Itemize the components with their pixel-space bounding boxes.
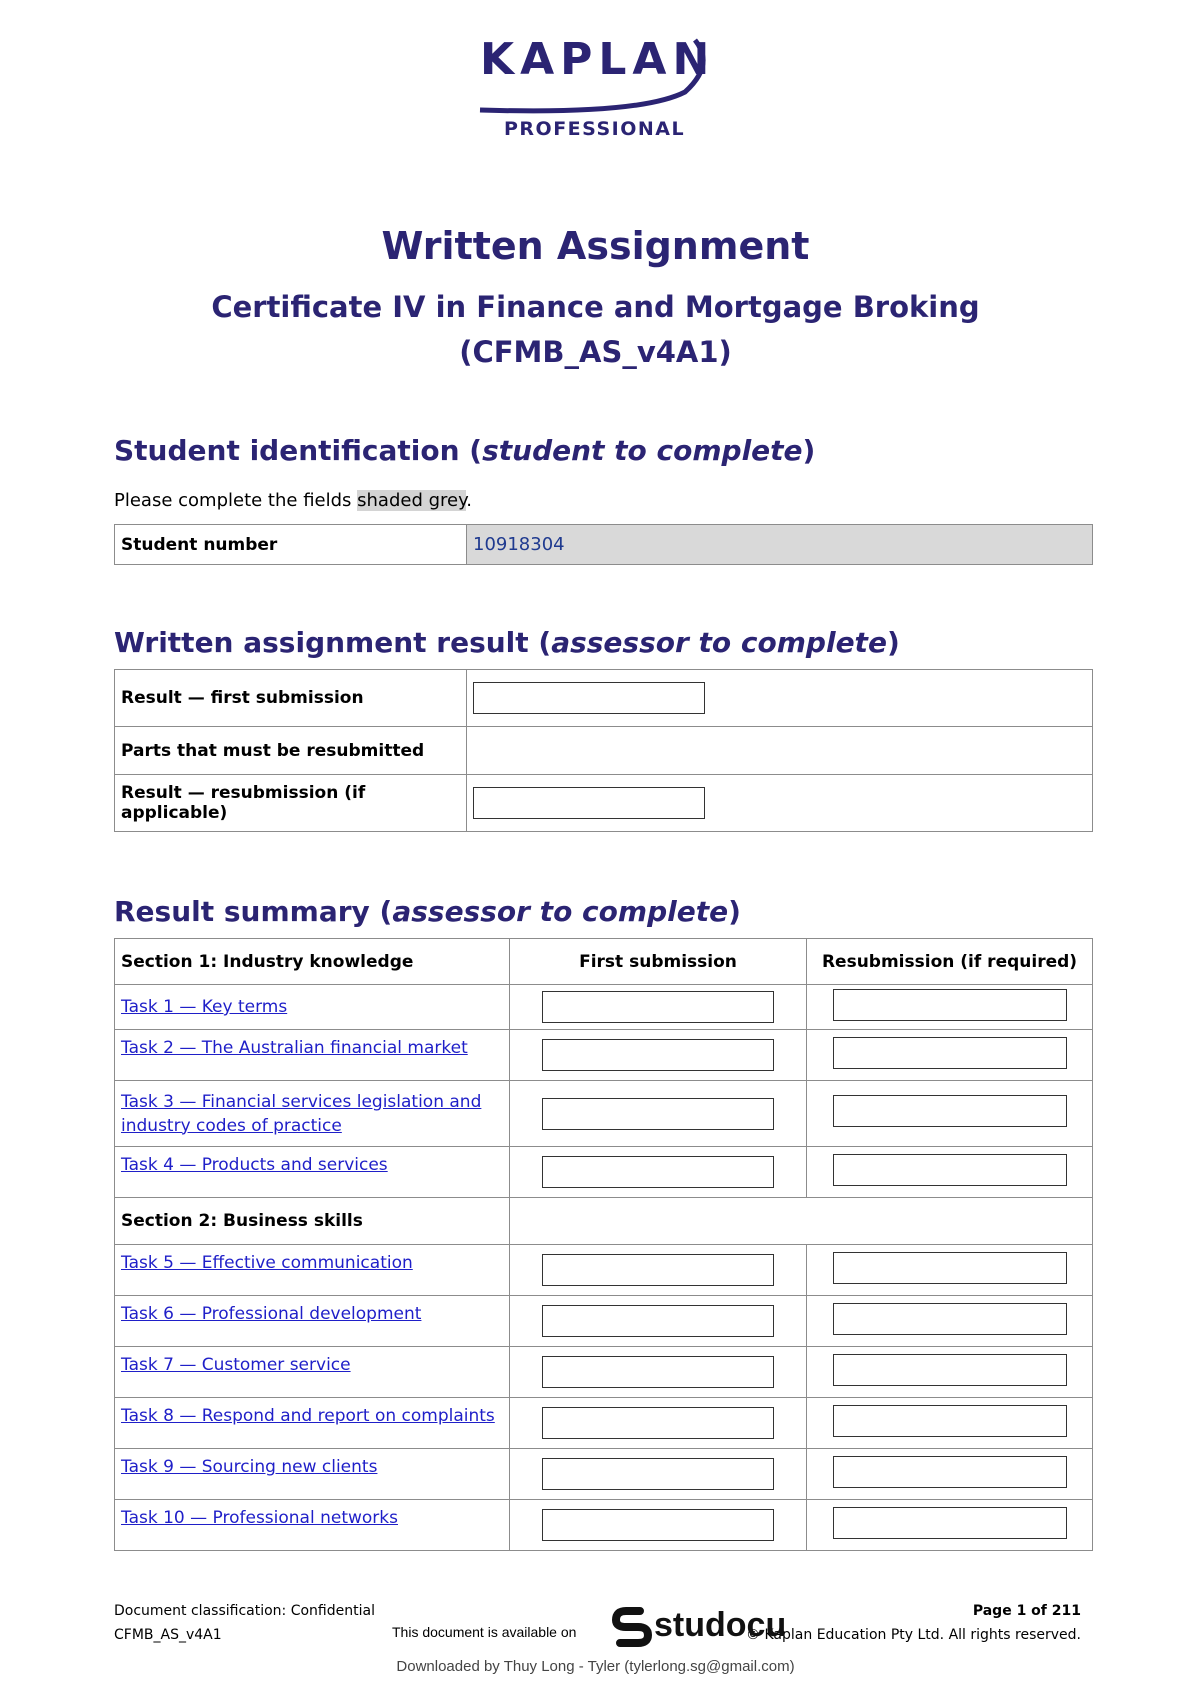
- footer-code: CFMB_AS_v4A1: [114, 1627, 222, 1643]
- logo-subtitle: PROFESSIONAL: [504, 118, 686, 140]
- result-summary-heading: Result summary (assessor to complete): [114, 895, 741, 928]
- resubmission-input[interactable]: [833, 1354, 1067, 1386]
- first-submission-input[interactable]: [542, 991, 774, 1023]
- studocu-logo[interactable]: studocu: [610, 1605, 786, 1649]
- table-row: [115, 985, 1093, 1030]
- student-id-table: [114, 524, 1093, 565]
- table-row: [115, 1147, 1093, 1198]
- footer-page: Page 1 of 211: [972, 1603, 1081, 1619]
- result-first-label: Result — first submission: [115, 670, 467, 727]
- page-subtitle: Certificate IV in Finance and Mortgage Broking: [211, 290, 980, 324]
- table-row: [115, 1500, 1093, 1551]
- kaplan-logo: [470, 30, 720, 145]
- table-row: [115, 1245, 1093, 1296]
- assignment-result-heading: Written assignment result (assessor to complete): [114, 626, 900, 659]
- resubmission-input[interactable]: [833, 1405, 1067, 1437]
- col-first-submission: First submission: [510, 939, 807, 985]
- first-submission-input[interactable]: [542, 1039, 774, 1071]
- table-row: [115, 1347, 1093, 1398]
- first-submission-input[interactable]: [542, 1458, 774, 1490]
- task-link[interactable]: Task 8 — Respond and report on complaints: [121, 1406, 495, 1426]
- footer-copyright: © Kaplan Education Pty Ltd. All rights reserved.: [746, 1627, 1081, 1643]
- table-row: [115, 1296, 1093, 1347]
- task-link[interactable]: Task 10 — Professional networks: [121, 1508, 398, 1528]
- task-link[interactable]: Task 5 — Effective communication: [121, 1253, 413, 1273]
- shaded-grey-highlight: shaded grey: [357, 490, 467, 511]
- student-identification-heading: Student identification (student to complete): [114, 434, 816, 467]
- task-link[interactable]: Task 6 — Professional development: [121, 1304, 422, 1324]
- footer-classification: Document classification: Confidential: [114, 1603, 375, 1619]
- first-submission-input[interactable]: [542, 1098, 774, 1130]
- first-submission-input[interactable]: [542, 1305, 774, 1337]
- table-row: [115, 1449, 1093, 1500]
- resubmission-input[interactable]: [833, 1037, 1067, 1069]
- task-link[interactable]: Task 7 — Customer service: [121, 1355, 351, 1375]
- resubmission-input[interactable]: [833, 989, 1067, 1021]
- first-submission-input[interactable]: [542, 1356, 774, 1388]
- resubmission-input[interactable]: [833, 1252, 1067, 1284]
- course-code: (CFMB_AS_v4A1): [459, 335, 732, 369]
- student-number-label: Student number: [115, 525, 467, 565]
- first-submission-input[interactable]: [542, 1509, 774, 1541]
- task-link[interactable]: Task 2 — The Australian financial market: [121, 1038, 468, 1058]
- col-resubmission: Resubmission (if required): [807, 939, 1093, 985]
- task-link[interactable]: Task 3 — Financial services legislation and industry codes of practice: [121, 1091, 482, 1136]
- resubmission-input[interactable]: [833, 1154, 1067, 1186]
- resubmit-parts-field[interactable]: [467, 727, 1093, 775]
- first-submission-input[interactable]: [542, 1156, 774, 1188]
- table-row: [115, 1081, 1093, 1147]
- resubmission-input[interactable]: [833, 1456, 1067, 1488]
- instruction-note: Please complete the fields shaded grey.: [114, 490, 472, 511]
- result-summary-table: [114, 938, 1093, 1551]
- student-number-field[interactable]: 10918304: [467, 525, 1093, 565]
- section1-header: Section 1: Industry knowledge: [115, 939, 510, 985]
- first-submission-input[interactable]: [542, 1254, 774, 1286]
- table-row: [115, 1030, 1093, 1081]
- result-first-input[interactable]: [473, 682, 705, 714]
- task-link[interactable]: Task 9 — Sourcing new clients: [121, 1457, 378, 1477]
- task-link[interactable]: Task 4 — Products and services: [121, 1155, 388, 1175]
- page-title: Written Assignment: [381, 224, 810, 268]
- logo-word: KAPLAN: [480, 34, 716, 85]
- table-row: [115, 1398, 1093, 1449]
- resubmission-input[interactable]: [833, 1303, 1067, 1335]
- studocu-icon: [610, 1605, 654, 1649]
- assignment-result-table: [114, 669, 1093, 832]
- first-submission-input[interactable]: [542, 1407, 774, 1439]
- result-resubmission-input[interactable]: [473, 787, 705, 819]
- resubmission-input[interactable]: [833, 1507, 1067, 1539]
- task-link[interactable]: Task 1 — Key terms: [121, 997, 288, 1017]
- download-credit: Downloaded by Thuy Long - Tyler (tylerlong.sg@gmail.com): [396, 1658, 795, 1675]
- result-resubmission-label: Result — resubmission (if applicable): [115, 775, 467, 832]
- resubmit-parts-label: Parts that must be resubmitted: [115, 727, 467, 775]
- resubmission-input[interactable]: [833, 1095, 1067, 1127]
- section2-header: Section 2: Business skills: [115, 1198, 510, 1245]
- studocu-available-text: This document is available on: [392, 1624, 577, 1640]
